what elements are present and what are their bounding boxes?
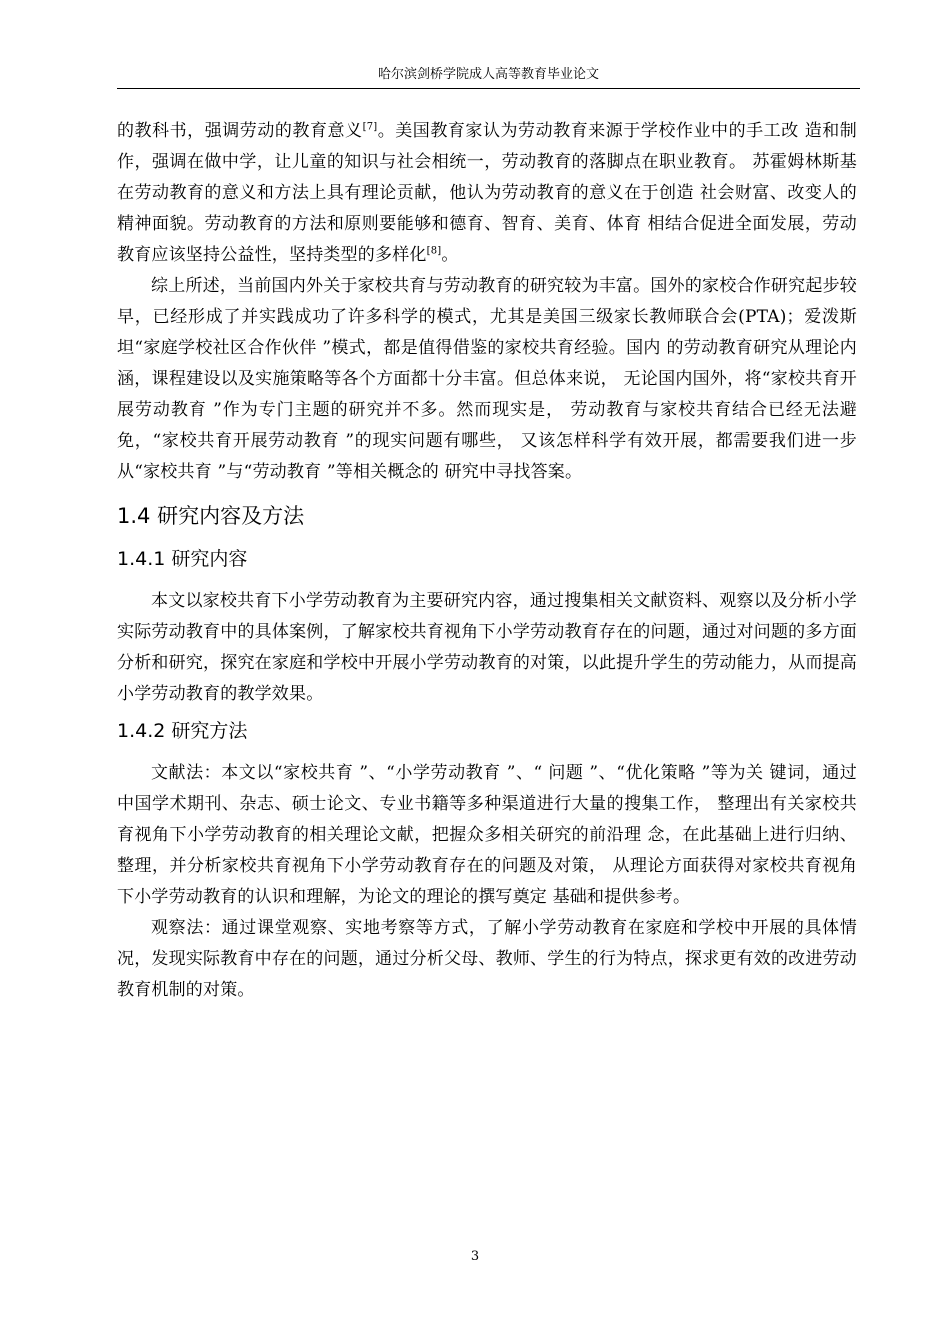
citation-8: [8] xyxy=(426,245,442,257)
paragraph-research-content: 本文以家校共育下小学劳动教育为主要研究内容，通过搜集相关文献资料、观察以及分析小学实际劳动教育中的具体案例，了解家校共育视角下小学劳动教育存在的问题，通过对问题的多方面分析和研究，探究在家庭和学校中开展小学劳动教育的对策，以此提升学生的劳动能力，从而提高小学劳动教育的教学效果。 xyxy=(117,591,857,704)
paragraph-text: 。 xyxy=(441,245,459,265)
citation-7: [7] xyxy=(362,121,378,133)
page-number: 3 xyxy=(470,1249,480,1264)
header-divider xyxy=(117,88,860,89)
page-body xyxy=(117,116,857,1006)
paragraph-foreign-research xyxy=(117,116,857,271)
subsection-heading-1-4-2: 1.4.2 研究方法 xyxy=(117,720,248,742)
paragraph-summary: 综上所述，当前国内外关于家校共育与劳动教育的研究较为丰富。国外的家校合作研究起步较早，已经形成了并实践成功了许多科学的模式，尤其是美国三级家长教师联合会(PTA)；爱泼斯坦“家庭学校社区合作伙伴 ”模式，都是值得借鉴的家校共育经验。国内 的劳动教育研究从理论内涵，课程建设以及实施策略等各个方面都十分丰富。但总体来说， 无论国内国外，将“家校共育开展劳动教育 ”作为专门主题的研究并不多。然而现实是， 劳动教育与家校共育结合已经无法避免，“家校共育开展劳动教育 ”的现实问题有哪些， 又该怎样科学有效开展，都需要我们进一步从“家校共育 ”与“劳动教育 ”等相关概念的 研究中寻找答案。 xyxy=(117,276,857,482)
paragraph-observation-method: 观察法：通过课堂观察、实地考察等方式，了解小学劳动教育在家庭和学校中开展的具体情况，发现实际教育中存在的问题，通过分析父母、教师、学生的行为特点，探求更有效的改进劳动教育机制的对策。 xyxy=(117,918,857,1000)
paragraph-literature-method: 文献法：本文以“家校共育 ”、“小学劳动教育 ”、“ 问题 ”、“优化策略 ”等为关 键词，通过中国学术期刊、杂志、硕士论文、专业书籍等多种渠道进行大量的搜集工作， 整理出有关家校共育视角下小学劳动教育的相关理论文献，把握众多相关研究的前沿理 念，在此基础上进行归纳、整理，并分析家校共育视角下小学劳动教育存在的问题及对策， 从理论方面获得对家校共育视角下小学劳动教育的认识和理解，为论文的理论的撰写奠定 基础和提供参考。 xyxy=(117,763,857,907)
subsection-heading-1-4-1: 1.4.1 研究内容 xyxy=(117,548,248,570)
paragraph-text: 。美国教育家认为劳动教育来源于学校作业中的手工改 造和制作，强调在做中学，让儿童的知识与社会相统一，劳动教育的落脚点在职业教育。 苏霍姆林斯基在劳动教育的意义和方法上具有理论贡献，他认为劳动教育的意义在于创造 社会财富、改变人的精神面貌。劳动教育的方法和原则要能够和德育、智育、美育、体育 相结合促进全面发展，劳动教育应该坚持公益性，坚持类型的多样化 xyxy=(117,121,857,265)
paragraph-text: 的教科书，强调劳动的教育意义 xyxy=(117,121,363,141)
running-header: 哈尔滨剑桥学院成人高等教育毕业论文 xyxy=(377,67,599,82)
section-heading-1-4: 1.4 研究内容及方法 xyxy=(117,504,305,528)
